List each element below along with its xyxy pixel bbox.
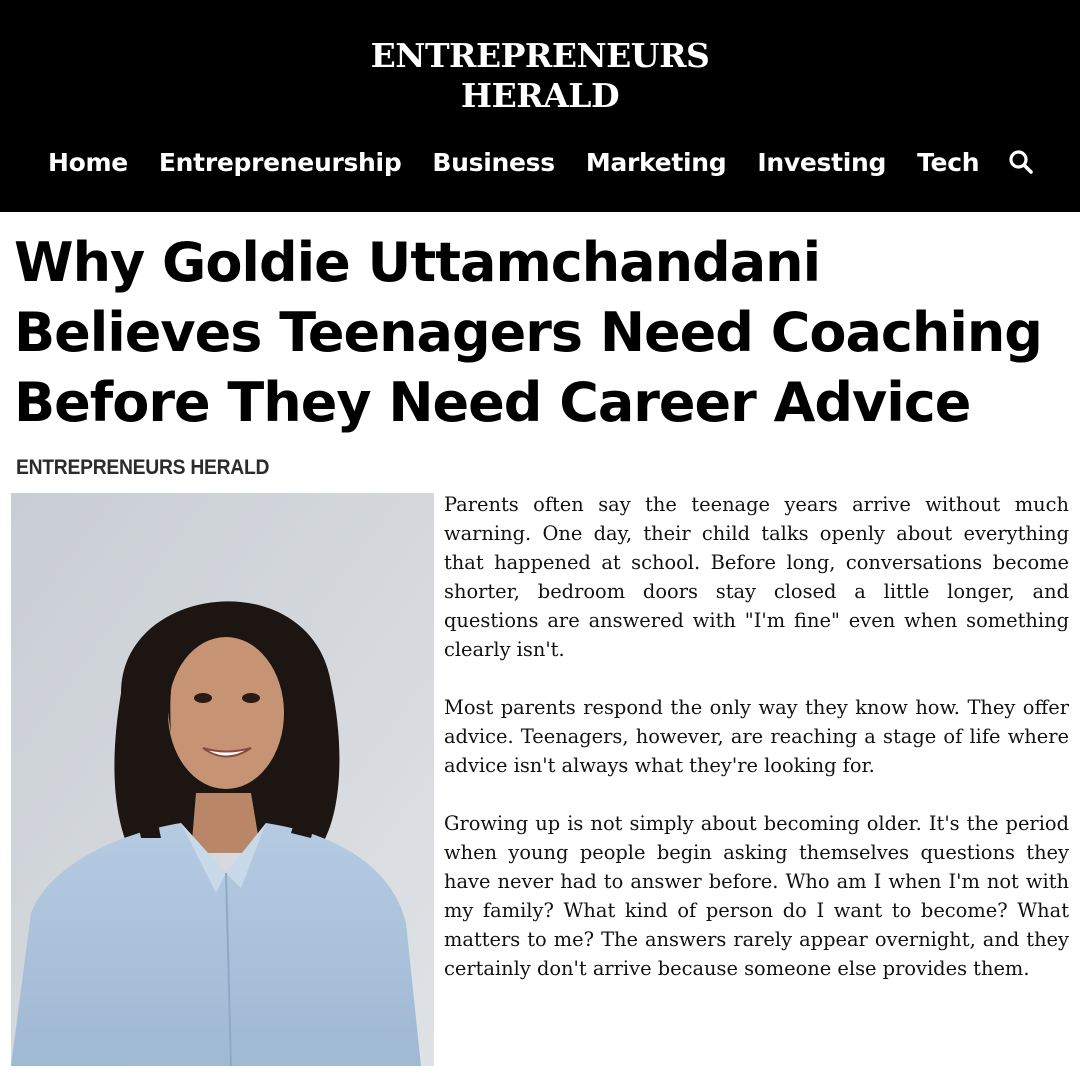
nav-item-entrepreneurship[interactable]: Entrepreneurship — [158, 147, 402, 177]
logo-line-2: HERALD — [460, 76, 620, 115]
search-icon[interactable] — [1007, 148, 1035, 176]
article-paragraph: Growing up is not simply about becoming older. It's the period when young people begin asking themselves questions they have never had to answer before. Who am I when I'm not with my family? What kind of person do I want to become? What matters to me? The answers rarely appear overnight, and they certainly don't arrive because someone else provides them. — [444, 812, 1069, 980]
author-photo — [11, 493, 434, 1066]
main-nav — [48, 141, 1010, 183]
nav-item-investing[interactable]: Investing — [757, 147, 887, 177]
site-logo[interactable] — [0, 36, 1080, 116]
nav-item-marketing[interactable]: Marketing — [585, 147, 727, 177]
article-body — [444, 490, 1069, 1012]
article-paragraph: Parents often say the teenage years arrive without much warning. One day, their child talks openly about everything that happened at school. Before long, conversations become shorter, bedroom doors stay closed a little longer, and questions are answered with "I'm fine" even when something clearly isn't. — [444, 493, 1069, 661]
nav-item-home[interactable]: Home — [48, 147, 128, 177]
nav-item-business[interactable]: Business — [432, 147, 555, 177]
logo-line-1: ENTREPRENEURS — [370, 36, 710, 75]
article-headline: Why Goldie Uttamchandani Believes Teenagers Need Coaching Before They Need Career Advice — [14, 231, 1042, 434]
article-paragraph: Most parents respond the only way they know how. They offer advice. Teenagers, however, are reaching a stage of life where advice isn't always what they're looking for. — [444, 696, 1069, 777]
site-header — [0, 0, 1080, 212]
article-byline: ENTREPRENEURS HERALD — [16, 456, 270, 479]
nav-item-tech[interactable]: Tech — [917, 147, 980, 177]
